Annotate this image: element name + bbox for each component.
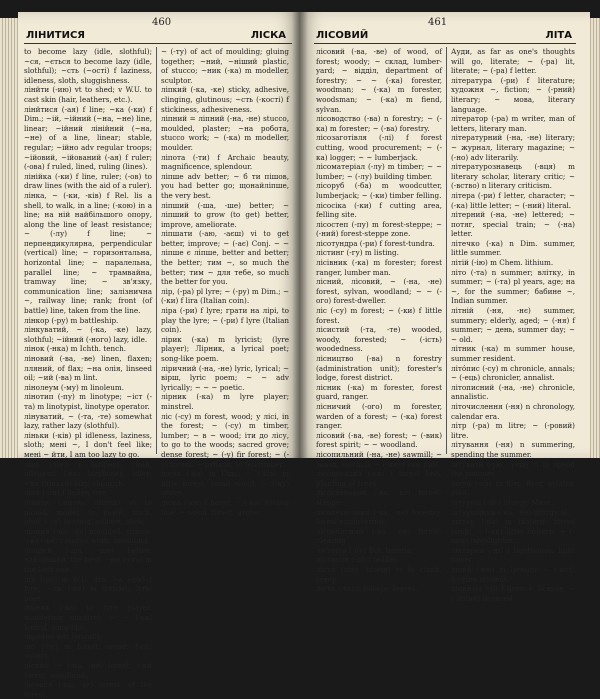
left-page <box>18 12 300 699</box>
entry-list <box>316 47 442 594</box>
dictionary-entry: лінуватий, ~ (-та, -те) somewhat lazy, rather lazy (slothful). <box>24 411 152 431</box>
dictionary-entry: лірично adv lyrically. <box>24 632 103 642</box>
dictionary-entry: лінка, ~ (-ки, -ків) f Rel. lis a shell, to walk, in a line; (-кою) in a line; на ній найбільшого опору, along the line of least resistance; ~ (-лу) f line; ~ перпендикулярна, perpendicular (vertical) line; ~ горизонтальна, horizontal line; ~ паралельна, parallel line; ~ трамвайна, tramway line; ~ зв'язку, communication line; залізнична ~, railway line; rank; front (of battle) line, taken from the line. <box>24 190 152 316</box>
dictionary-entry: ліпше adv better; ~ б ти пішов, you had better go; щонайліпше, the very best. <box>161 171 289 200</box>
dictionary-entry: лінкор (-ру) m battleship. <box>24 315 119 325</box>
dictionary-entry: лісництво (-ва) n forestry (administration unit); forester's lodge, forest district. <box>316 354 442 383</box>
right-page <box>300 12 590 603</box>
dictionary-entry: ліньки (-ків) pl idleness, laziness, sloth; мені ~, I don't feel like; мені ~ йти, I am too lazy to go. <box>24 430 152 459</box>
dictionary-entry: ліпний = ліпний (-на, -не) stucco, moulded, plaster; ~на робота, stucco work; ~ (-ка) m modeller, moulder. <box>161 114 289 152</box>
dictionary-entry: літописний (-на, -не) chronicle, annalistic. <box>451 382 575 402</box>
dictionary-entry: лірник (-ка) m lyre player, wandering minstrel; ~ ~ (-ка) lyrical, song-like. <box>24 603 152 632</box>
dictionary-entry: Ауди, as far as one's thoughts will go, literate; ~ (-ра) lit, literate; ~ (-ра) f letter. <box>451 47 575 76</box>
dictionary-entry: ліс (-су) m forest; ~ (-ки) f little forest. <box>316 306 442 325</box>
running-head-left: ЛІНИТИСЯ <box>26 30 85 41</box>
page-number: 461 <box>428 17 448 28</box>
dictionary-entry: лісівник (-ка) m forester; forest ranger, lumber man. <box>316 258 442 277</box>
dictionary-entry: лір, (-ра) pl lyre; ~ (-ру) m Dim.; ~ (-ки) f lira (Italian coin). <box>161 286 289 306</box>
dictionary-entry: література (-ри) f literature; художня ~, fiction; ~ (-рний) literary; ~ мова, literary language. <box>451 75 575 114</box>
dictionary-entry: літувати (-ую, -уєш) vi to spend the summer. <box>451 459 575 479</box>
dictionary-entry: лінь (ліні) f laziness, sloth, idleness; (-нь) lazybones, idler; ~ки (ліньки) lazy, sluggish. <box>24 459 152 488</box>
column-divider <box>156 47 157 454</box>
dictionary-entry: лісопильний (-на, -не) sawmill; ~ завод, sawmill; ~ (-ня) f saw mill. <box>316 449 442 469</box>
dictionary-entry: ліс (-су) m forest, wood; у лісі, in the forest; ~ (-су) m timber, lumber; ~ в ~ wood; іти до лісу, to go to the woods; sacred grove; dense forest; ~ (-у) fir forest; ~ (-у) forest; ~ рубати, to fell timber. <box>161 411 289 469</box>
dictionary-entry: лісовий (-ва, -ве) forest; ~ (-вик) forest spirit; ~ ~ woodland. <box>316 430 442 450</box>
dictionary-entry: літній (-ня, -нє) summer, summery; elderly, aged; ~ (-ня) f summer; ~ день, summer day; ~ ~ old. <box>451 306 575 344</box>
dictionary-entry: ліпа (-пи) f linden tree. <box>24 488 110 498</box>
dictionary-entry: літр (-ра) m litre; ~ (-ровий) litre. <box>451 421 575 440</box>
left-page-edges <box>0 18 20 458</box>
dictionary-entry: лірик (-ка) m lyricist; (lyre player); Лірник, a lyrical poet; song-like poem. <box>161 334 289 363</box>
dictionary-column <box>316 47 442 594</box>
dictionary-entry: ліпшати (-аю, -аєш) vi to get better, improve; ~ (-ає) Conj. ~ ~ ліпше є ліпше, better and better; the better; тим ~, so much the better; тим ~ для тебе, so much the better for you. <box>161 229 289 287</box>
dictionary-entry: літератор (-ра) m writer, man of letters, literary man. <box>451 114 575 133</box>
dictionary-entry: лістинг (-гу) m listing. <box>316 248 399 258</box>
entry-list <box>161 47 289 517</box>
dictionary-entry: to become lazy (idle, slothful); ~ся, ~ється to become lazy (idle, slothful); ~сть (~ості) f laziness, idleness, sloth, sluggishness. <box>24 47 152 85</box>
dictionary-entry: ліхтарня (-ні) f lighthouse, light tower. <box>451 545 575 565</box>
dictionary-entry: лір (-ра) m W.U. lira; ~а (-ри) f lyre; ~ик (-ка) m lyricist, lyric poet. <box>24 574 152 603</box>
dictionary-entry: лістерія (-ії) f Bot. listeria. <box>316 545 414 555</box>
dictionary-entry: ліхтар (-ря) m lantern; street lamp; ~ (-ик) little lantern; ~ (-ник) lamplighter. <box>451 517 575 546</box>
dictionary-entry: лісостеповий (-ва, -ве) forest-steppe. <box>316 488 442 507</box>
dictionary-entry: лісистий (-та, -те) wooded, woody, forested; ~ (-ість) woodedness. <box>316 325 442 354</box>
page-number: 460 <box>152 17 172 28</box>
dictionary-entry: лісосіка (-ки) f cutting area, felling site. <box>316 200 442 220</box>
dictionary-entry: лісти (лізу, лізеш) vi to climb, creep. <box>316 565 442 584</box>
dictionary-entry: ліпший (-ша, -ше) better; ~ ліпший to grow (to get) better, improve, ameliorate. <box>161 200 289 229</box>
dictionary-entry: лісовий (-ва, -ве) of wood, of forest; woody; ~ склад, lumber-yard; ~ відділ, department of forestry; ~ ~ (-ка) forester, woodman; ~ (-ка) m forester, woodsman; ~ (-ка) m fiend, sylvan. <box>316 47 442 114</box>
dictionary-entry: лісничий (-ого) m forester, warden of a forest; ~ (-ка) forest ranger. <box>316 401 442 431</box>
dictionary-entry: літературознавець (-вця) m literary scholar, literary critic; ~ (-вство) n literary criticism. <box>451 162 575 191</box>
dictionary-entry: ліцензія (-ії) f licence, license; ~ (-ійний) licensed. <box>451 584 575 603</box>
header-rule <box>24 43 292 44</box>
header-rule <box>314 43 576 44</box>
dictionary-entry: літера (-ри) f letter, character; ~ (-ка) little letter; ~ (-ний) literal. <box>451 190 575 210</box>
dictionary-column <box>24 47 152 699</box>
dictionary-entry: лісоруб (-ба) m woodcutter, lumberjack; ~ (-ки) timber felling. <box>316 181 442 200</box>
dictionary-entry: літургійний (-на, -не) liturgical. <box>451 507 569 517</box>
spine-gutter <box>292 12 308 458</box>
dictionary-entry: літочислення (-ня) n chronology, calendar era. <box>451 401 575 421</box>
dictionary-entry: лісоочисний (-на, -не) forest-clearing. <box>316 526 442 546</box>
dictionary-entry: літо (-та) n summer; влітку, in summer; ~ (-та) pl years, age; на ~, for the summer; бабине ~, Indian summer. <box>451 267 575 306</box>
dictionary-entry: лінійка (-ки) f line, ruler; (-ов) to draw lines (with the aid of a ruler). <box>24 171 152 191</box>
dictionary-entry: лінок (-нка) m Ichth. tench. <box>24 344 127 354</box>
dictionary-entry: ліцей (-ею) m lyceum; ~ (-ист) lyceum student. <box>451 565 575 584</box>
entry-list <box>24 47 152 699</box>
dictionary-entry: літій (-ію) m Chem. lithium. <box>451 258 554 268</box>
dictionary-entry: ліра (-ри) f lyre; грати на лірі, to play the lyre; ~ (-ри) f lyre (Italian coin). <box>161 306 289 335</box>
dictionary-entry: лісозаготівля (-лі) f forest cutting, wood procurement; ~ (-ка) logger; ~ ~ lumberjack. <box>316 133 442 162</box>
dictionary-entry: літун (-на) m flier, flyer, aviator, pilot. <box>451 478 575 498</box>
dictionary-entry: лінкуватий, ~ (-кa, -ке) lazy, slothful; ~ійний (-ного) lazy, idle. <box>24 325 152 344</box>
dictionary-entry: ліска (-ки) f hazel; ~ (-ка) fishing line; ~ wood, forest, grove. <box>161 497 289 517</box>
dictionary-entry: літечко (-ка) n Dim. summer, little summer. <box>451 238 575 258</box>
dictionary-entry: літування (-ня) n summering, spending the summer. <box>451 440 575 459</box>
dictionary-entry: ліс (-су) m forest, wood; (-си) woods. <box>24 641 152 661</box>
dictionary-entry: лірник (-ка) m lyre player; minstrel. <box>161 392 289 411</box>
dictionary-column <box>451 47 575 603</box>
dictionary-entry: ліновий (-ва, -ве) linen, flaxen; лляний, of flax; ~на олія, linseed oil; ~ий (-ва) m lint. <box>24 354 152 383</box>
dictionary-entry: лінйти (-ию) vt to shed; v W.U. to cast skin (hair, leathers, etc.). <box>24 85 152 104</box>
dictionary-entry: ліричний (-на, -не) lyric, lyrical; ~ вірш, lyric poem; ~ ~ adv lyrically; ~ ~ ~ poetic. <box>161 363 289 392</box>
dictionary-entry: літургія (-ії) f liturgy, Mass. <box>451 497 553 507</box>
dictionary-entry: ліпкий (-ка, -ке) sticky, adhesive, clinging, glutinous; ~сть (-кості) f stickiness, adhesiveness. <box>161 85 289 114</box>
dictionary-entry: ~ (-ту) of act of moulding; gluing together; ~ний, ~ніший plastic, of stucco; ~ник (-ка) m modeller, sculptor. <box>161 47 289 85</box>
dictionary-entry: лісотехнічний (-на, -не) forestry, forest-engineering. <box>316 507 442 527</box>
column-divider <box>446 47 447 454</box>
dictionary-entry: ліпший (-ша, -ше) better; найліпший, the best; ~ий (-ого) m the best one. <box>24 545 152 575</box>
dictionary-entry: лісовий (-ва, -ве) forest, of the forest. <box>24 680 152 699</box>
dictionary-entry: ліствиця (-ці) f ladder. <box>316 555 399 565</box>
dictionary-entry: лісник (-ка) m forester, forest guard, ranger. <box>316 382 442 402</box>
dictionary-entry: лістя (-тя) n foliage, leaves. <box>316 584 418 594</box>
dictionary-entry: лісний, ~ (-на, -не) forest; ~ий forest, woodland. <box>24 661 152 680</box>
dictionary-entry: літерний (-на, -не) lettered; ~ потяг, special train; ~ (-на) letter. <box>451 210 575 239</box>
dictionary-column <box>161 47 289 517</box>
running-head-left: ЛІСОВИЙ <box>316 30 369 41</box>
dictionary-entry: лінолеум (-му) m linoleum. <box>24 382 124 392</box>
dictionary-entry: лісоматеріал (-лу) m timber; ~ ~ lumber; ~ (-лу) building timber. <box>316 162 442 181</box>
dictionary-entry: лісостеп (-пу) m forest-steppe; ~ (-ний) forest-steppe zone. <box>316 219 442 239</box>
dictionary-entry: літник (-ка) m summer house, summer resident. <box>451 344 575 363</box>
dictionary-entry: ліпота (-ти) f Archaic beauty, magnificence, splendour. <box>161 152 289 172</box>
dictionary-entry: лінйтися (-ая) f line; ~ка (-ки) f Dim.; ~ій, ~ійний (~на, ~не) line, linear; ~ійний лінійний (~на, ~не) of a line, linear; stable, regular; ~ійно adv regular troops; ~ійовий, ~ійований (-ая) f ruler; (-ова) f ruled, lined, ruling (lines). <box>24 104 152 172</box>
running-head-right: ЛІТА <box>545 30 572 41</box>
dictionary-entry: лісний, лісовий, ~ (-на, -не) forest, sylvan, woodland; ~ ~ (-ого) forest-dweller. <box>316 277 442 306</box>
dictionary-entry: лісик (-ка) m Dim.; ~ (-ків) m little forest, small wood; ~ (-ку) grove. <box>161 469 289 498</box>
entry-list <box>451 47 575 603</box>
dictionary-entry: ліпити (ліплю, ліпиш) vt to mould, model; to paste, stick, glue; (-ся) to cling, adhere, stick. <box>24 497 152 527</box>
dictionary-entry: лісопосадка (-ки) f forest belt, planting of trees. <box>316 469 442 488</box>
dictionary-entry: лісотундра (-ри) f forest-tundra. <box>316 238 435 248</box>
running-head-right: ЛІСКА <box>250 30 286 41</box>
dictionary-entry: ліпний (-на, -не) moulded, stucco; ~ва (-ви) f stucco work, moulding. <box>24 526 152 546</box>
dictionary-entry: літературний (-на, -не) literary; ~ журнал, literary magazine; ~ (-но) adv literarily. <box>451 133 575 162</box>
dictionary-entry: літо́пис (-су) m chronicle, annals; ~ (-ець) chronicler, annalist. <box>451 363 575 383</box>
right-page-edges <box>590 18 600 458</box>
dictionary-entry: лінотип (-пу) m linotype; ~іст (-та) m linotypist, linotype operator. <box>24 392 152 411</box>
dictionary-entry: лісоводство (-ва) n forestry; ~ (-ка) m forester; ~ (-ва) forestry. <box>316 114 442 133</box>
